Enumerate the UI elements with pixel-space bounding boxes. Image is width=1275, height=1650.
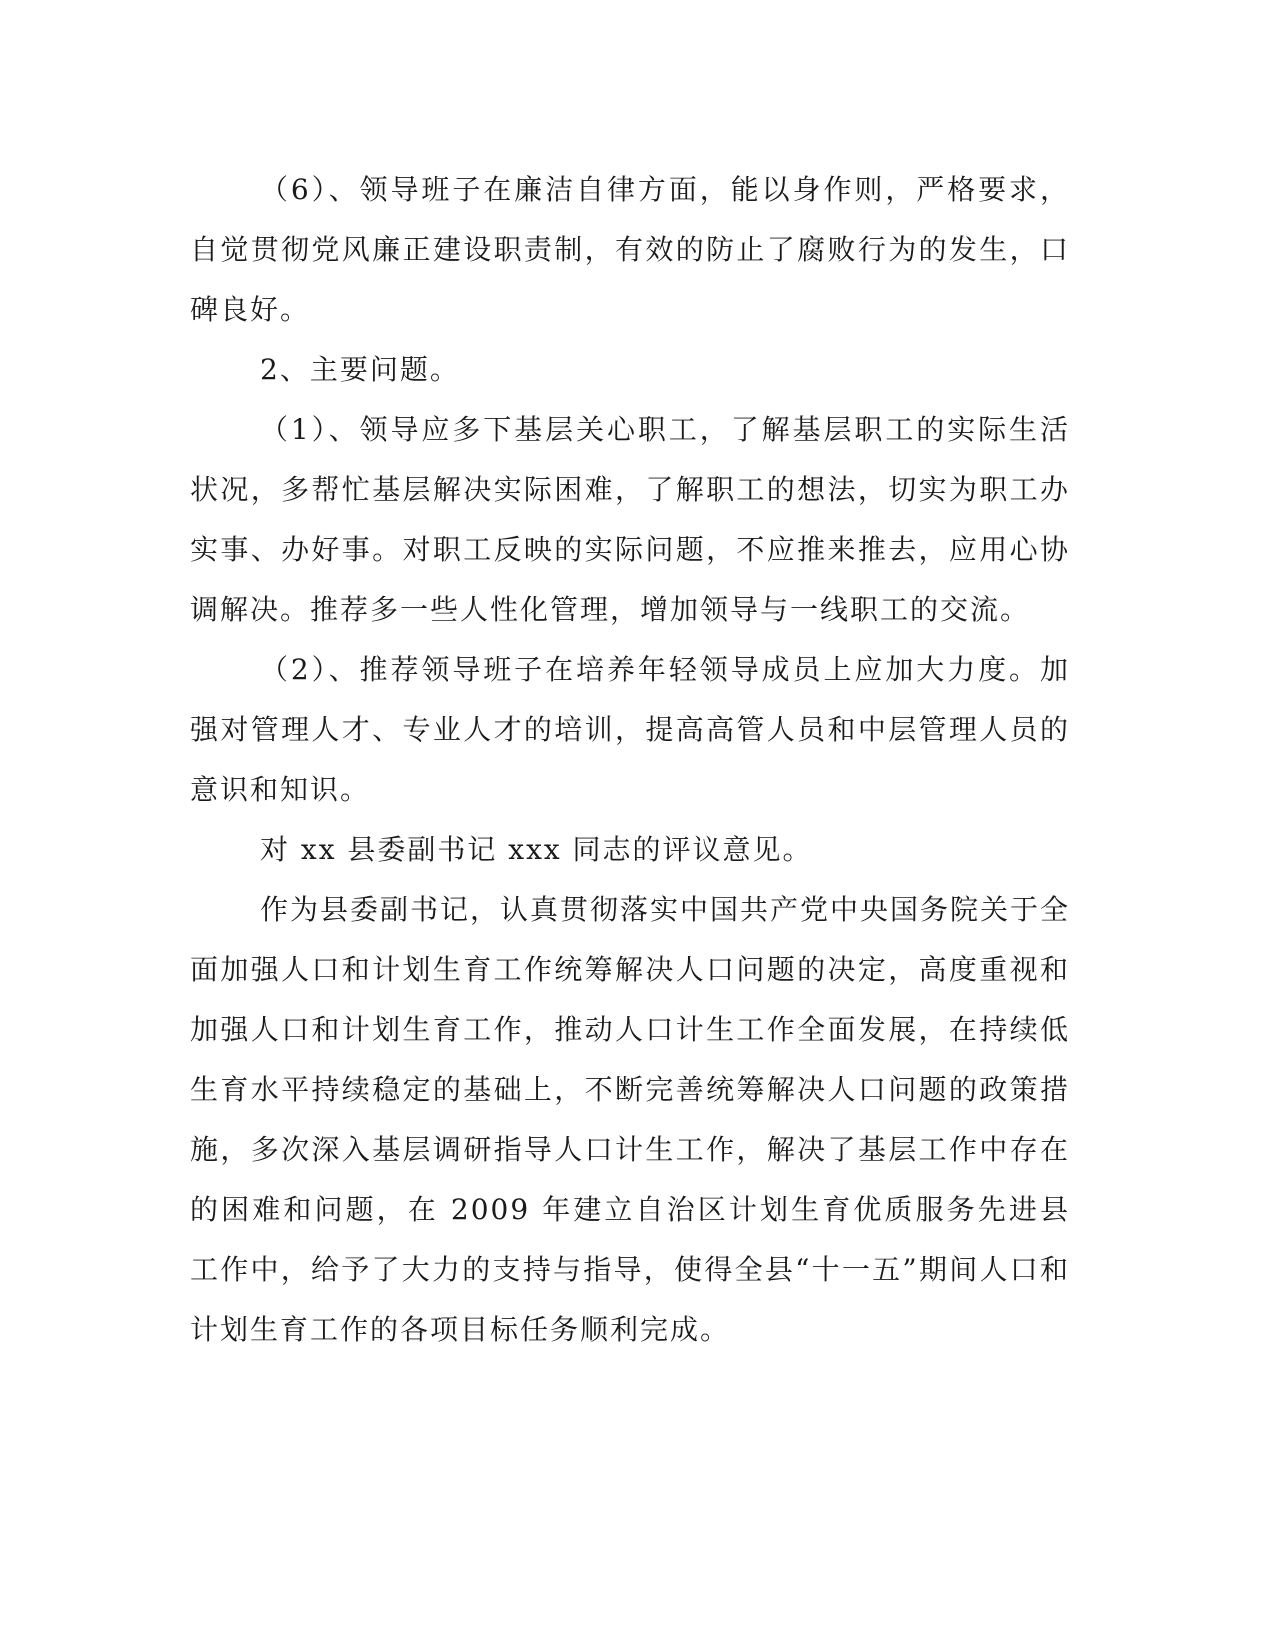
paragraph-main-issues-heading: 2、主要问题。 [260,353,460,386]
document-body [190,160,1070,1360]
paragraph-evaluation-heading: 对 xx 县委副书记 xxx 同志的评议意见。 [260,833,813,866]
paragraph-evaluation-body: 作为县委副书记，认真贯彻落实中国共产党中央国务院关于全面加强人口和计划生育工作统筹解决人口问题的决定，高度重视和加强人口和计划生育工作，推动人口计生工作全面发展，在持续低生育水平持续稳定的基础上，不断完善统筹解决人口问题的政策措施，多次深入基层调研指导人口计生工作，解决了基层工作中存在的困难和问题，在 2009 年建立自治区计划生育优质服务先进县工作中，给予了大力的支持与指导，使得全县“十一五”期间人口和计划生育工作的各项目标任务顺利完成。 [190,893,1071,1346]
paragraph-integrity: （6）、领导班子在廉洁自律方面，能以身作则，严格要求，自觉贯彻党风廉正建设职责制，有效的防止了腐败行为的发生，口碑良好。 [190,173,1070,326]
paragraph-issue-2: （2）、推荐领导班子在培养年轻领导成员上应加大力度。加强对管理人才、专业人才的培训，提高高管人员和中层管理人员的意识和知识。 [190,653,1070,806]
paragraph-issue-1: （1）、领导应多下基层关心职工，了解基层职工的实际生活状况，多帮忙基层解决实际困难，了解职工的想法，切实为职工办实事、办好事。对职工反映的实际问题，不应推来推去，应用心协调解决。推荐多一些人性化管理，增加领导与一线职工的交流。 [190,413,1070,626]
